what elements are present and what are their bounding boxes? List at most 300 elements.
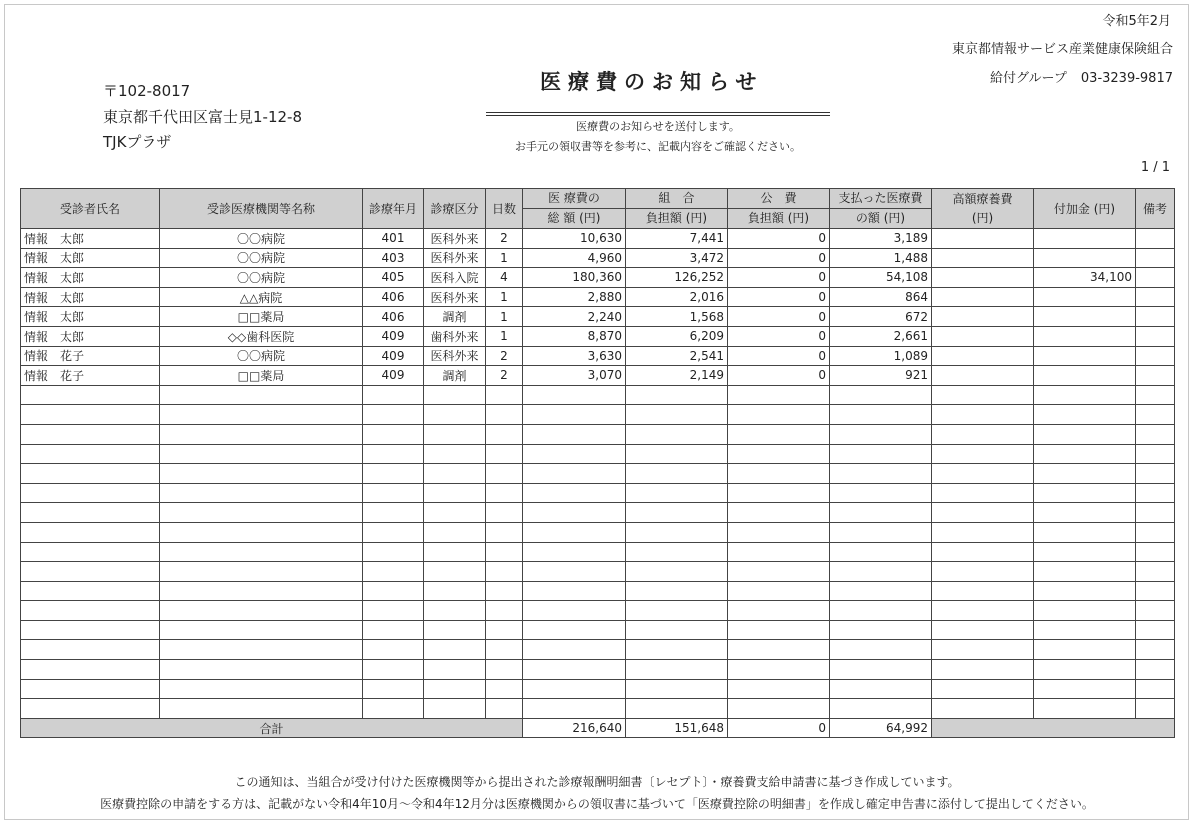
- cell-remarks: [1136, 326, 1175, 346]
- cell-facility: 〇〇病院: [160, 268, 363, 288]
- empty-cell: [21, 385, 160, 405]
- empty-cell: [626, 562, 728, 582]
- empty-row: [21, 444, 1175, 464]
- empty-row: [21, 464, 1175, 484]
- empty-cell: [728, 542, 830, 562]
- postal-code: 〒102-8017: [103, 82, 191, 100]
- cell-days: 1: [486, 307, 523, 327]
- cell-highcost: [932, 268, 1034, 288]
- cell-total: 8,870: [523, 326, 626, 346]
- cell-patient: 情報 太郎: [21, 229, 160, 249]
- empty-cell: [21, 424, 160, 444]
- empty-cell: [160, 679, 363, 699]
- empty-cell: [1034, 522, 1136, 542]
- empty-cell: [21, 620, 160, 640]
- cell-category: 医科外来: [424, 229, 486, 249]
- empty-cell: [1034, 464, 1136, 484]
- empty-cell: [626, 660, 728, 680]
- empty-cell: [728, 601, 830, 621]
- empty-cell: [160, 581, 363, 601]
- cell-patient: 情報 太郎: [21, 268, 160, 288]
- empty-cell: [830, 562, 932, 582]
- empty-cell: [626, 601, 728, 621]
- cell-patient: 情報 太郎: [21, 326, 160, 346]
- table-row: [21, 248, 1175, 268]
- empty-cell: [21, 679, 160, 699]
- empty-cell: [1136, 640, 1175, 660]
- empty-row: [21, 620, 1175, 640]
- empty-cell: [932, 699, 1034, 719]
- empty-cell: [424, 503, 486, 523]
- cell-remarks: [1136, 346, 1175, 366]
- empty-cell: [626, 424, 728, 444]
- empty-cell: [21, 483, 160, 503]
- table-row: [21, 229, 1175, 249]
- cell-assoc: 7,441: [626, 229, 728, 249]
- empty-cell: [728, 620, 830, 640]
- cell-days: 1: [486, 287, 523, 307]
- cell-public: 0: [728, 346, 830, 366]
- empty-cell: [363, 503, 424, 523]
- cell-extra: [1034, 229, 1136, 249]
- cell-total: 180,360: [523, 268, 626, 288]
- empty-cell: [363, 385, 424, 405]
- empty-cell: [486, 601, 523, 621]
- empty-cell: [486, 620, 523, 640]
- organization-name: 東京都情報サービス産業健康保険組合: [951, 42, 1173, 57]
- empty-cell: [1136, 601, 1175, 621]
- cell-public: 0: [728, 307, 830, 327]
- cell-patient: 情報 太郎: [21, 248, 160, 268]
- cell-ym: 405: [363, 268, 424, 288]
- empty-cell: [160, 483, 363, 503]
- empty-cell: [626, 503, 728, 523]
- cell-patient: 情報 太郎: [21, 307, 160, 327]
- cell-public: 0: [728, 287, 830, 307]
- header-days: 日数: [486, 189, 523, 229]
- cell-facility: ◇◇歯科医院: [160, 326, 363, 346]
- empty-cell: [160, 660, 363, 680]
- intro-line-1: 医療費のお知らせを送付します。: [576, 120, 740, 133]
- empty-cell: [932, 581, 1034, 601]
- cell-highcost: [932, 366, 1034, 386]
- empty-row: [21, 424, 1175, 444]
- total-paid: 64,992: [830, 718, 932, 738]
- empty-cell: [626, 542, 728, 562]
- table-row: [21, 287, 1175, 307]
- cell-total: 3,070: [523, 366, 626, 386]
- cell-extra: [1034, 366, 1136, 386]
- empty-cell: [160, 385, 363, 405]
- empty-cell: [830, 601, 932, 621]
- cell-category: 調剤: [424, 366, 486, 386]
- empty-cell: [523, 542, 626, 562]
- empty-cell: [932, 660, 1034, 680]
- title-underline: [486, 112, 830, 113]
- empty-cell: [424, 385, 486, 405]
- empty-cell: [363, 620, 424, 640]
- empty-cell: [486, 640, 523, 660]
- empty-cell: [830, 483, 932, 503]
- empty-cell: [830, 699, 932, 719]
- cell-total: 2,240: [523, 307, 626, 327]
- empty-row: [21, 562, 1175, 582]
- empty-cell: [1034, 385, 1136, 405]
- empty-cell: [523, 679, 626, 699]
- empty-cell: [486, 385, 523, 405]
- header-ym: 診療年月: [363, 189, 424, 229]
- empty-cell: [626, 444, 728, 464]
- cell-days: 2: [486, 346, 523, 366]
- empty-cell: [523, 464, 626, 484]
- empty-cell: [830, 522, 932, 542]
- cell-paid: 672: [830, 307, 932, 327]
- empty-cell: [160, 405, 363, 425]
- empty-cell: [523, 699, 626, 719]
- empty-cell: [486, 581, 523, 601]
- empty-cell: [1136, 385, 1175, 405]
- empty-cell: [1136, 699, 1175, 719]
- empty-cell: [424, 601, 486, 621]
- cell-assoc: 6,209: [626, 326, 728, 346]
- empty-cell: [932, 562, 1034, 582]
- empty-cell: [160, 562, 363, 582]
- empty-cell: [1136, 464, 1175, 484]
- cell-days: 1: [486, 248, 523, 268]
- empty-cell: [1034, 581, 1136, 601]
- empty-cell: [626, 620, 728, 640]
- empty-cell: [830, 424, 932, 444]
- footer-note-1: この通知は、当組合が受け付けた医療機関等から提出された診療報酬明細書〔レセプト〕・療養費支給申請書に基づき作成しています。: [234, 775, 960, 789]
- empty-row: [21, 483, 1175, 503]
- cell-category: 調剤: [424, 307, 486, 327]
- table-row: [21, 366, 1175, 386]
- empty-cell: [932, 542, 1034, 562]
- total-label: 合計: [21, 718, 523, 738]
- cell-assoc: 2,016: [626, 287, 728, 307]
- empty-cell: [363, 542, 424, 562]
- empty-cell: [160, 699, 363, 719]
- cell-paid: 864: [830, 287, 932, 307]
- cell-category: 歯科外来: [424, 326, 486, 346]
- empty-cell: [21, 601, 160, 621]
- empty-cell: [1034, 424, 1136, 444]
- cell-facility: □□薬局: [160, 307, 363, 327]
- empty-row: [21, 542, 1175, 562]
- empty-cell: [830, 444, 932, 464]
- empty-cell: [21, 562, 160, 582]
- empty-cell: [160, 542, 363, 562]
- cell-patient: 情報 花子: [21, 366, 160, 386]
- empty-cell: [363, 640, 424, 660]
- empty-cell: [830, 542, 932, 562]
- empty-cell: [1136, 562, 1175, 582]
- cell-facility: 〇〇病院: [160, 346, 363, 366]
- total-assoc: 151,648: [626, 718, 728, 738]
- empty-cell: [523, 640, 626, 660]
- empty-cell: [523, 522, 626, 542]
- cell-extra: [1034, 307, 1136, 327]
- empty-cell: [523, 424, 626, 444]
- empty-cell: [830, 503, 932, 523]
- cell-days: 1: [486, 326, 523, 346]
- empty-row: [21, 699, 1175, 719]
- empty-cell: [728, 640, 830, 660]
- empty-cell: [21, 640, 160, 660]
- document-title: 医療費のお知らせ: [540, 70, 764, 94]
- empty-cell: [363, 562, 424, 582]
- cell-remarks: [1136, 366, 1175, 386]
- empty-cell: [21, 581, 160, 601]
- empty-cell: [1136, 522, 1175, 542]
- empty-cell: [523, 620, 626, 640]
- cell-extra: [1034, 287, 1136, 307]
- cell-remarks: [1136, 287, 1175, 307]
- empty-cell: [728, 679, 830, 699]
- cell-public: 0: [728, 326, 830, 346]
- empty-cell: [932, 679, 1034, 699]
- cell-highcost: [932, 326, 1034, 346]
- empty-cell: [1136, 660, 1175, 680]
- empty-cell: [160, 620, 363, 640]
- cell-category: 医科外来: [424, 287, 486, 307]
- empty-cell: [626, 483, 728, 503]
- empty-cell: [523, 562, 626, 582]
- empty-cell: [728, 385, 830, 405]
- empty-cell: [932, 522, 1034, 542]
- empty-cell: [363, 679, 424, 699]
- empty-cell: [1136, 679, 1175, 699]
- empty-cell: [1034, 542, 1136, 562]
- empty-cell: [626, 522, 728, 542]
- empty-cell: [1136, 483, 1175, 503]
- empty-cell: [523, 601, 626, 621]
- empty-cell: [728, 405, 830, 425]
- empty-row: [21, 660, 1175, 680]
- empty-cell: [21, 464, 160, 484]
- empty-cell: [424, 464, 486, 484]
- empty-cell: [932, 503, 1034, 523]
- empty-cell: [1034, 679, 1136, 699]
- header-highcost: 高額療養費 (円): [932, 189, 1034, 229]
- empty-cell: [1034, 503, 1136, 523]
- empty-cell: [363, 522, 424, 542]
- empty-cell: [21, 405, 160, 425]
- empty-cell: [424, 522, 486, 542]
- empty-cell: [626, 385, 728, 405]
- empty-cell: [932, 385, 1034, 405]
- empty-row: [21, 385, 1175, 405]
- empty-cell: [932, 405, 1034, 425]
- cell-patient: 情報 太郎: [21, 287, 160, 307]
- cell-category: 医科外来: [424, 346, 486, 366]
- empty-row: [21, 581, 1175, 601]
- empty-cell: [160, 522, 363, 542]
- empty-cell: [1034, 483, 1136, 503]
- empty-cell: [626, 640, 728, 660]
- empty-cell: [1034, 699, 1136, 719]
- page-indicator: 1 / 1: [1140, 160, 1170, 175]
- cell-ym: 409: [363, 326, 424, 346]
- header-public: 公 費 負担額 (円): [728, 189, 830, 229]
- header-paid: 支払った医療費 の額 (円): [830, 189, 932, 229]
- empty-cell: [486, 542, 523, 562]
- empty-cell: [728, 660, 830, 680]
- cell-facility: 〇〇病院: [160, 229, 363, 249]
- cell-highcost: [932, 287, 1034, 307]
- cell-paid: 3,189: [830, 229, 932, 249]
- empty-cell: [424, 542, 486, 562]
- empty-row: [21, 640, 1175, 660]
- cell-remarks: [1136, 307, 1175, 327]
- empty-cell: [626, 581, 728, 601]
- footer-note-2: 医療費控除の申請をする方は、記載がない令和4年10月～令和4年12月分は医療機関からの領収書に基づいて「医療費控除の明細書」を作成し確定申告書に添付して提出してください。: [100, 797, 1094, 811]
- header-facility: 受診医療機関等名称: [160, 189, 363, 229]
- phone-number: 03-3239-9817: [1080, 71, 1173, 86]
- empty-cell: [1136, 405, 1175, 425]
- cell-patient: 情報 花子: [21, 346, 160, 366]
- table-row: [21, 307, 1175, 327]
- empty-cell: [932, 424, 1034, 444]
- empty-cell: [523, 660, 626, 680]
- empty-row: [21, 522, 1175, 542]
- cell-total: 4,960: [523, 248, 626, 268]
- empty-cell: [523, 405, 626, 425]
- table-row: [21, 346, 1175, 366]
- cell-facility: △△病院: [160, 287, 363, 307]
- empty-cell: [160, 424, 363, 444]
- cell-days: 2: [486, 229, 523, 249]
- total-row: [21, 718, 1175, 738]
- header-category: 診療区分: [424, 189, 486, 229]
- empty-cell: [830, 464, 932, 484]
- empty-cell: [1034, 562, 1136, 582]
- total-public: 0: [728, 718, 830, 738]
- empty-cell: [363, 699, 424, 719]
- cell-extra: [1034, 248, 1136, 268]
- cell-remarks: [1136, 229, 1175, 249]
- cell-category: 医科入院: [424, 268, 486, 288]
- empty-cell: [728, 483, 830, 503]
- empty-cell: [626, 405, 728, 425]
- issue-date: 令和5年2月: [1102, 14, 1171, 29]
- empty-cell: [626, 679, 728, 699]
- cell-paid: 1,488: [830, 248, 932, 268]
- empty-row: [21, 503, 1175, 523]
- total-filler: [932, 718, 1175, 738]
- cell-extra: [1034, 346, 1136, 366]
- cell-ym: 406: [363, 307, 424, 327]
- empty-cell: [1034, 640, 1136, 660]
- empty-cell: [1034, 620, 1136, 640]
- cell-total: 2,880: [523, 287, 626, 307]
- cell-public: 0: [728, 366, 830, 386]
- empty-cell: [1034, 444, 1136, 464]
- empty-cell: [21, 542, 160, 562]
- cell-highcost: [932, 229, 1034, 249]
- group-name: 給付グループ: [989, 71, 1067, 86]
- intro-line-2: お手元の領収書等を参考に、記載内容をご確認ください。: [515, 140, 801, 153]
- empty-cell: [830, 405, 932, 425]
- empty-cell: [363, 424, 424, 444]
- cell-public: 0: [728, 248, 830, 268]
- cell-highcost: [932, 307, 1034, 327]
- empty-cell: [363, 660, 424, 680]
- empty-cell: [728, 464, 830, 484]
- empty-cell: [21, 699, 160, 719]
- empty-cell: [932, 444, 1034, 464]
- empty-cell: [1136, 444, 1175, 464]
- cell-ym: 403: [363, 248, 424, 268]
- empty-cell: [932, 640, 1034, 660]
- cell-paid: 1,089: [830, 346, 932, 366]
- empty-cell: [932, 464, 1034, 484]
- total-total: 216,640: [523, 718, 626, 738]
- empty-cell: [728, 699, 830, 719]
- empty-cell: [363, 581, 424, 601]
- cell-assoc: 2,149: [626, 366, 728, 386]
- empty-cell: [830, 620, 932, 640]
- cell-days: 2: [486, 366, 523, 386]
- cell-ym: 401: [363, 229, 424, 249]
- empty-cell: [728, 522, 830, 542]
- header-patient: 受診者氏名: [21, 189, 160, 229]
- header-assoc: 組 合 負担額 (円): [626, 189, 728, 229]
- header-remarks: 備考: [1136, 189, 1175, 229]
- cell-highcost: [932, 248, 1034, 268]
- cell-ym: 409: [363, 346, 424, 366]
- empty-cell: [830, 679, 932, 699]
- empty-cell: [830, 660, 932, 680]
- empty-cell: [363, 444, 424, 464]
- empty-cell: [160, 601, 363, 621]
- empty-cell: [1034, 405, 1136, 425]
- cell-category: 医科外来: [424, 248, 486, 268]
- empty-cell: [424, 679, 486, 699]
- empty-cell: [523, 385, 626, 405]
- empty-cell: [424, 562, 486, 582]
- cell-assoc: 1,568: [626, 307, 728, 327]
- medical-expense-table: [20, 188, 1175, 738]
- empty-cell: [523, 581, 626, 601]
- empty-cell: [830, 640, 932, 660]
- contact-group: [990, 67, 1173, 86]
- empty-cell: [1034, 601, 1136, 621]
- empty-cell: [523, 503, 626, 523]
- cell-total: 10,630: [523, 229, 626, 249]
- empty-cell: [486, 464, 523, 484]
- street-address: 東京都千代田区富士見1-12-8: [103, 108, 303, 126]
- empty-cell: [1136, 424, 1175, 444]
- empty-cell: [523, 444, 626, 464]
- empty-cell: [160, 503, 363, 523]
- empty-cell: [486, 424, 523, 444]
- empty-cell: [626, 464, 728, 484]
- empty-cell: [626, 699, 728, 719]
- empty-cell: [486, 660, 523, 680]
- empty-cell: [363, 464, 424, 484]
- empty-cell: [1136, 503, 1175, 523]
- empty-cell: [932, 601, 1034, 621]
- empty-cell: [486, 522, 523, 542]
- empty-cell: [160, 464, 363, 484]
- cell-assoc: 126,252: [626, 268, 728, 288]
- empty-cell: [424, 483, 486, 503]
- cell-public: 0: [728, 268, 830, 288]
- empty-cell: [363, 601, 424, 621]
- cell-paid: 921: [830, 366, 932, 386]
- empty-cell: [830, 385, 932, 405]
